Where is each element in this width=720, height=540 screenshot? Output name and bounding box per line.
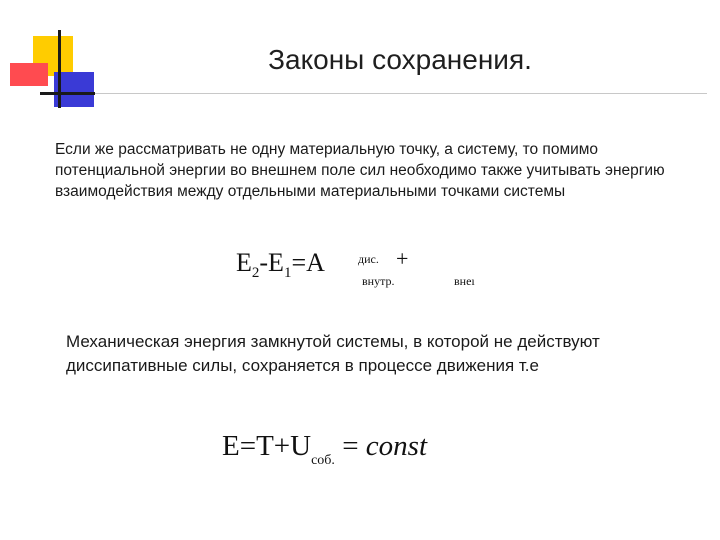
formula2-equals: = [334,430,366,462]
formula1-e1-sub: 1 [283,265,292,281]
slide-title: Законы сохранения. [268,44,532,75]
formula-energy-conservation [222,427,427,480]
decor-red-square [10,63,48,86]
formula-energy-change [236,246,475,290]
formula2-sub: соб. [311,453,335,468]
formula1-e2-sub: 2 [251,265,260,281]
formula2-const: const [365,430,428,462]
formula1-eq-a: =A [291,248,325,277]
formula1-e2: E [236,248,252,277]
paragraph-conservation: Механическая энергия замкнутой системы, в которой не действуют диссипативные силы, сохраняется в процессе движения т.е [66,332,600,375]
formula1-extra-label: внеı [454,274,475,288]
formula1-plus: + [396,246,409,271]
paragraph-system-energy: Если же рассматривать не одну материальную точку, а систему, то помимо потенциальной энергии во внешнем поле сил необходимо также учитывать энергию взаимодействия между отдельными материальными точками системы [55,141,665,200]
title-underline [95,93,707,94]
formula1-superscript: дис. [358,252,379,266]
decor-horizontal-line [40,92,95,95]
formula2-main: E=T+U [222,430,312,462]
formula1-subscript: внутр. [362,274,395,288]
formula1-minus-e1: -E [259,248,284,277]
decor-vertical-line [58,30,61,108]
